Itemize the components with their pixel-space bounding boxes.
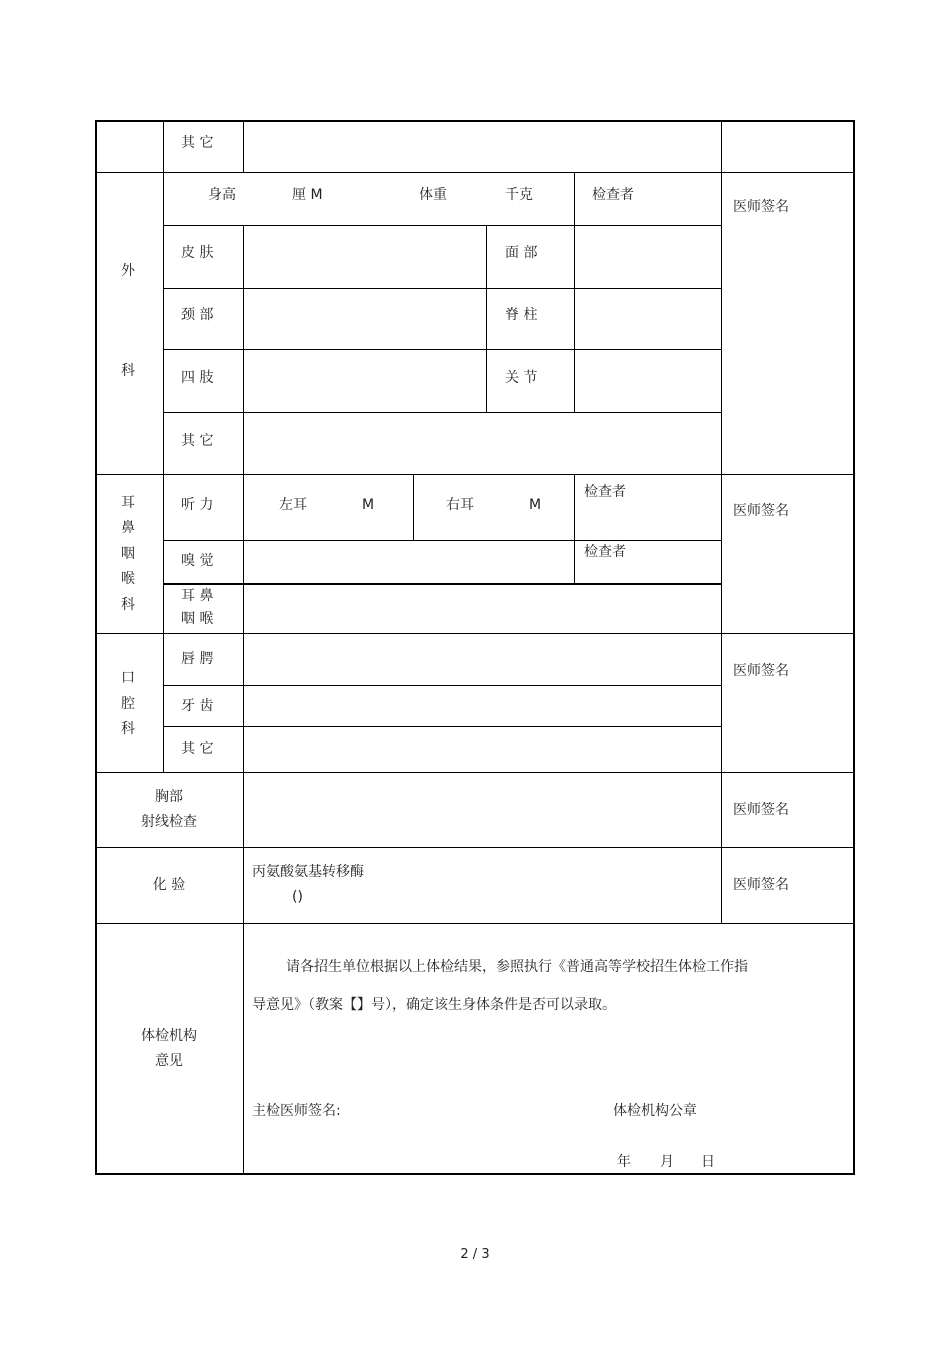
weight-unit: 千克	[505, 187, 533, 203]
oral-doctor-sign: 医师签名	[733, 663, 789, 679]
face-label: 面 部	[505, 245, 538, 261]
opinion-line1: 体检机构	[141, 1028, 197, 1044]
page-number: 2 / 3	[460, 1247, 490, 1262]
neck-label: 颈 部	[181, 307, 214, 323]
ent-doctor-sign: 医师签名	[733, 503, 789, 519]
skin-label: 皮 肤	[181, 245, 214, 261]
spine-label: 脊 柱	[505, 307, 538, 323]
date-month: 月	[660, 1154, 674, 1170]
opinion-text-1: 请各招生单位根据以上体检结果，参照执行《普通高等学校招生体检工作指	[286, 959, 748, 975]
other-top-label: 其 它	[181, 135, 214, 151]
chief-doctor-sign: 主检医师签名:	[252, 1103, 341, 1119]
ent-section-char-3: 咽	[121, 546, 135, 562]
date-year: 年	[617, 1154, 631, 1170]
ent-section-char-5: 科	[121, 597, 135, 613]
medical-exam-form	[95, 120, 855, 1175]
surgery-doctor-sign: 医师签名	[733, 199, 789, 215]
weight-label: 体重	[419, 187, 447, 203]
ent-line1: 耳 鼻	[181, 588, 214, 604]
joints-label: 关 节	[505, 370, 538, 386]
hearing-label: 听 力	[181, 497, 214, 513]
chest-line2: 射线检查	[141, 814, 197, 830]
opinion-text-2: 导意见》（教案【】号），确定该生身体条件是否可以录取。	[252, 997, 616, 1013]
surgery-examiner: 检查者	[592, 187, 634, 203]
oral-section-char-3: 科	[121, 721, 135, 737]
smell-label: 嗅 觉	[181, 553, 214, 569]
ent-section-char-4: 喉	[121, 571, 135, 587]
surgery-other-label: 其 它	[181, 433, 214, 449]
ent-section-char-1: 耳	[121, 495, 135, 511]
lab-test-name: 丙氨酸氨基转移酶	[252, 864, 364, 880]
lips-label: 唇 腭	[181, 651, 214, 667]
institution-stamp: 体检机构公章	[613, 1103, 697, 1119]
right-ear-label: 右耳	[446, 497, 474, 513]
left-ear-unit: M	[362, 497, 375, 513]
opinion-line2: 意见	[155, 1053, 183, 1069]
chest-line1: 胸部	[155, 789, 183, 805]
date-day: 日	[701, 1154, 715, 1170]
chest-doctor-sign: 医师签名	[733, 802, 789, 818]
lab-label: 化 验	[152, 877, 186, 893]
oral-other-label: 其 它	[181, 741, 214, 757]
ent-section-char-2: 鼻	[121, 520, 135, 536]
surgery-section-char-1: 外	[121, 263, 135, 279]
surgery-section-char-2: 科	[121, 363, 135, 379]
lab-test-paren: ()	[292, 889, 303, 905]
height-label: 身高	[208, 187, 236, 203]
ent-line2: 咽 喉	[181, 611, 214, 627]
oral-section-char-1: 口	[121, 670, 135, 686]
left-ear-label: 左耳	[279, 497, 307, 513]
hearing-examiner: 检查者	[584, 484, 626, 500]
oral-section-char-2: 腔	[121, 696, 135, 712]
teeth-label: 牙 齿	[181, 698, 214, 714]
limbs-label: 四 肢	[181, 370, 214, 386]
lab-doctor-sign: 医师签名	[733, 877, 789, 893]
right-ear-unit: M	[529, 497, 542, 513]
smell-examiner: 检查者	[584, 544, 626, 560]
height-unit: 厘 M	[292, 187, 323, 203]
